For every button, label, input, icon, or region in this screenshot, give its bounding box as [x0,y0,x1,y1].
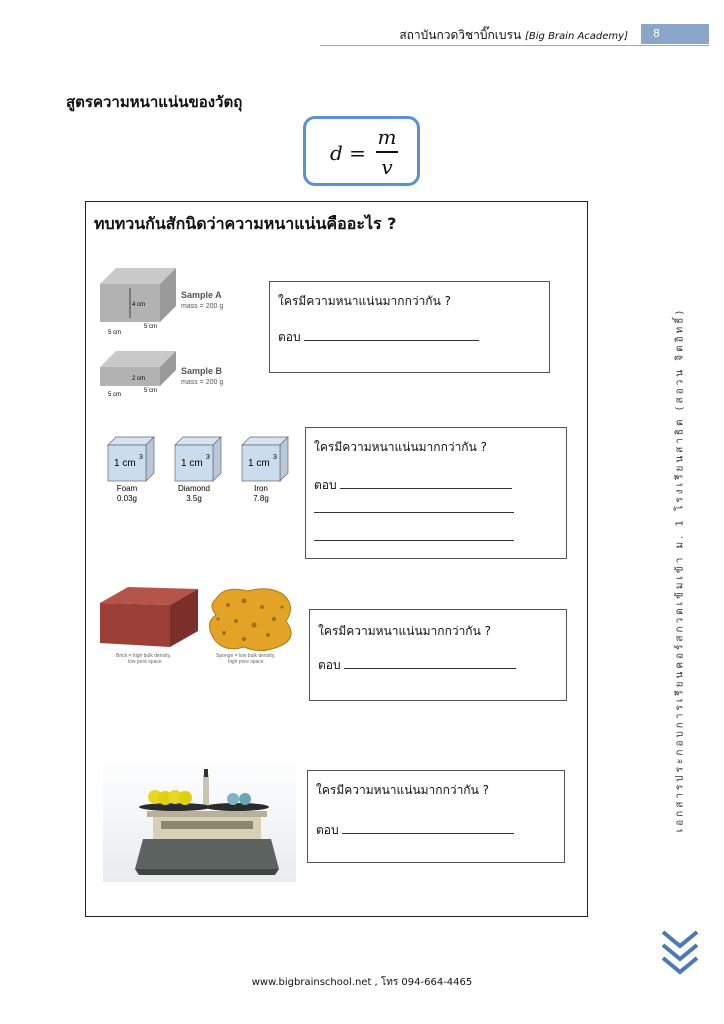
answer-line[interactable] [342,821,514,834]
question-box-2 [305,427,567,559]
answer-line[interactable] [314,540,514,541]
formula-fraction [376,125,398,179]
question-box-1 [269,281,550,373]
sample-b-label: Sample B [181,366,223,376]
cube-iron-exp: 3 [273,454,277,461]
header-institute: สถาบันกวดวิชาบิ๊กเบรน [Big Brain Academy] [399,28,628,42]
sample-a-mass: mass = 200 g [181,303,224,310]
sample-a-height: 4 cm [132,302,146,308]
balance-scale-photo [103,753,296,882]
sample-b-mass: mass = 200 g [181,379,224,386]
sponge-caption-2: high pore space [228,659,264,665]
sample-a-label: Sample A [181,290,222,300]
cube-iron-volume: 1 cm [248,458,270,469]
density-formula [303,116,420,186]
cube-diamond-name: Diamond [177,484,211,493]
answer-row [278,328,479,347]
question-text: ใครมีความหนาแน่นมากกว่ากัน ? [318,624,491,638]
brick-caption-2: low pore space [128,659,162,665]
sample-b-depth: 5 cm [108,392,122,398]
sample-a-width: 5 cm [144,324,158,330]
question-text: ใครมีความหนาแน่นมากกว่ากัน ? [278,294,451,308]
cube-diamond-mass: 3.5g [186,494,202,503]
answer-label: ตอบ [316,823,339,837]
samples-illustration [94,262,254,402]
answer-line[interactable] [314,512,514,513]
page-header [0,24,724,46]
brick-sponge-illustration [98,585,303,675]
formula-numerator: m [377,125,397,149]
review-title: ทบทวนกันสักนิดว่าความหนาแน่นคืออะไร ? [94,214,397,233]
sample-a-depth: 5 cm [108,330,122,336]
question-text: ใครมีความหนาแน่นมากกว่ากัน ? [316,783,489,797]
density-cubes [106,435,296,505]
cube-foam-volume: 1 cm [114,458,136,469]
cube-iron-name: Iron [254,484,268,493]
cube-foam-mass: 0.03g [116,494,138,503]
page-footer: www.bigbrainschool.net , โทร 094-664-4465 [251,977,473,988]
fraction-bar [376,151,398,153]
cube-diamond-volume: 1 cm [181,458,203,469]
cube-foam-name: Foam [116,484,138,493]
sample-b-height: 2 cm [132,376,146,382]
chevron-down-icon [660,928,700,976]
sample-b-width: 5 cm [144,388,158,394]
answer-row [318,656,516,675]
answer-line[interactable] [344,656,516,669]
section-title: สูตรความหนาแน่นของวัตถุ [66,93,243,111]
answer-label: ตอบ [314,478,337,492]
answer-row [316,821,514,840]
side-vertical-text: เอกสารประกอบการเรียนคอร์สกวดเข้มเข้า ม. 1 โรงเรียนสาธิต (สอวน จิตอิทธิ์) [674,307,686,833]
answer-line[interactable] [304,328,479,341]
header-divider [320,45,709,46]
question-box-4 [307,770,565,863]
question-text: ใครมีความหนาแน่นมากกว่ากัน ? [314,440,487,454]
answer-label: ตอบ [278,330,301,344]
review-box [85,201,588,917]
cube-foam-exp: 3 [139,454,143,461]
brick-caption-1: Brick = high bulk density, [116,653,172,659]
answer-row [314,476,512,495]
formula-lhs: d = [330,141,366,165]
cube-diamond-exp: 3 [206,454,210,461]
question-box-3 [309,609,567,701]
cube-iron-mass: 7.8g [253,494,269,503]
answer-label: ตอบ [318,658,341,672]
sponge-caption-1: Sponge = low bulk density, [216,653,276,659]
formula-denominator: v [381,154,393,179]
answer-line[interactable] [340,476,512,489]
page-number: 8 [641,24,709,44]
